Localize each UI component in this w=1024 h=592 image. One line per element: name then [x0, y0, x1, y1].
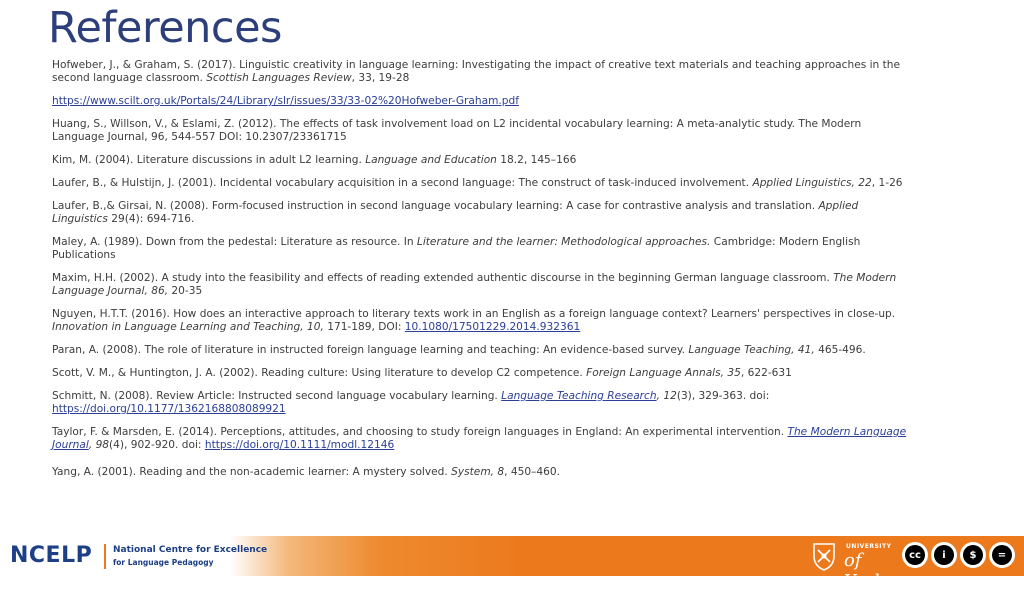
reference-hofweber: Hofweber, J., & Graham, S. (2017). Linguistic creativity in language learning: Investigating the impact of creative text materials and teaching approaches in the second language classroom. Scottish Languages Review, 33, 19-28	[52, 59, 901, 84]
ncelp-divider	[104, 544, 106, 569]
reference-laufer-girsai: Laufer, B.,& Girsai, N. (2008). Form-focused instruction in second language vocabulary learning: A case for contrastive analysis and translation. Applied Linguistics 29(4): 694-716.	[52, 200, 859, 225]
reference-yang: Yang, A. (2001). Reading and the non-academic learner: A mystery solved. System, 8, 450–460.	[52, 466, 560, 478]
york-crest-icon	[808, 540, 840, 572]
reference-list	[52, 59, 912, 489]
ncelp-logo: NCELP	[10, 543, 93, 568]
reference-kim: Kim, M. (2004). Literature discussions in adult L2 learning. Language and Education 18.2, 145–166	[52, 154, 577, 166]
university-of-york-logo	[808, 540, 894, 592]
cc-nd-icon: =	[989, 542, 1015, 568]
schmitt-doi-link[interactable]: https://doi.org/10.1177/1362168808089921	[52, 403, 286, 415]
ncelp-name-line1: National Centre for Excellence	[113, 545, 268, 555]
taylor-doi-link[interactable]: https://doi.org/10.1111/modl.12146	[204, 439, 395, 451]
york-university-text: UNIVERSITY	[846, 543, 892, 550]
creative-commons-license	[902, 542, 1015, 570]
reference-taylor: Taylor, F. & Marsden, E. (2014). Perceptions, attitudes, and choosing to study foreign languages in England: An experimental intervention. The Modern Language Journal, 98(4), 902-920. doi: https://doi.org/10.1111/modl.12146	[52, 426, 907, 451]
ncelp-name-line2: for Language Pedagogy	[113, 558, 214, 567]
reference-hofweber-link	[52, 95, 912, 108]
reference-nguyen: Nguyen, H.T.T. (2016). How does an interactive approach to literary texts work in an English as a foreign language context? Learners' perspectives in close-up. Innovation in Language Learning and Teaching, 10, 171-189, DOI: 10.1080/17501229.2014.932361	[52, 308, 896, 333]
reference-laufer-hulstijn: Laufer, B., & Hulstijn, J. (2001). Incidental vocabulary acquisition in a second language: The construct of task-induced involvement. Applied Linguistics, 22, 1-26	[52, 177, 903, 189]
york-name-text: of York	[844, 550, 885, 592]
footer-bar	[0, 536, 1024, 592]
cc-nc-icon: $	[960, 542, 986, 568]
reference-scott: Scott, V. M., & Huntington, J. A. (2002). Reading culture: Using literature to develop C2 competence. Foreign Language Annals, 35, 622-631	[52, 367, 792, 379]
reference-schmitt: Schmitt, N. (2008). Review Article: Instructed second language vocabulary learning. Language Teaching Research, 12(3), 329-363. doi: https://doi.org/10.1177/1362168808089921	[52, 390, 770, 415]
page-title: References	[48, 3, 282, 53]
scilt-pdf-link[interactable]: https://www.scilt.org.uk/Portals/24/Library/slr/issues/33/33-02%20Hofweber-Graham.pdf	[52, 95, 519, 107]
ltr-journal-link[interactable]: Language Teaching Research	[501, 390, 657, 402]
cc-icon: cc	[902, 542, 928, 568]
reference-maley: Maley, A. (1989). Down from the pedestal: Literature as resource. In Literature and the learner: Methodological approaches. Cambridge: Modern English Publications	[52, 236, 861, 261]
nguyen-doi-link[interactable]: 10.1080/17501229.2014.932361	[404, 321, 581, 333]
reference-maxim: Maxim, H.H. (2002). A study into the feasibility and effects of reading extended authentic discourse in the beginning German language classroom. The Modern Language Journal, 86, 20-35	[52, 272, 897, 297]
reference-paran: Paran, A. (2008). The role of literature in instructed foreign language learning and teaching: An evidence-based survey. Language Teaching, 41, 465-496.	[52, 344, 866, 356]
reference-huang: Huang, S., Willson, V., & Eslami, Z. (2012). The effects of task involvement load on L2 incidental vocabulary learning: A meta-analytic study. The Modern Language Journal, 96, 544-557 DOI: 10.2307/23361715	[52, 118, 862, 143]
cc-by-icon: i	[931, 542, 957, 568]
mlj-journal-link[interactable]: The Modern Language Journal	[52, 426, 907, 451]
